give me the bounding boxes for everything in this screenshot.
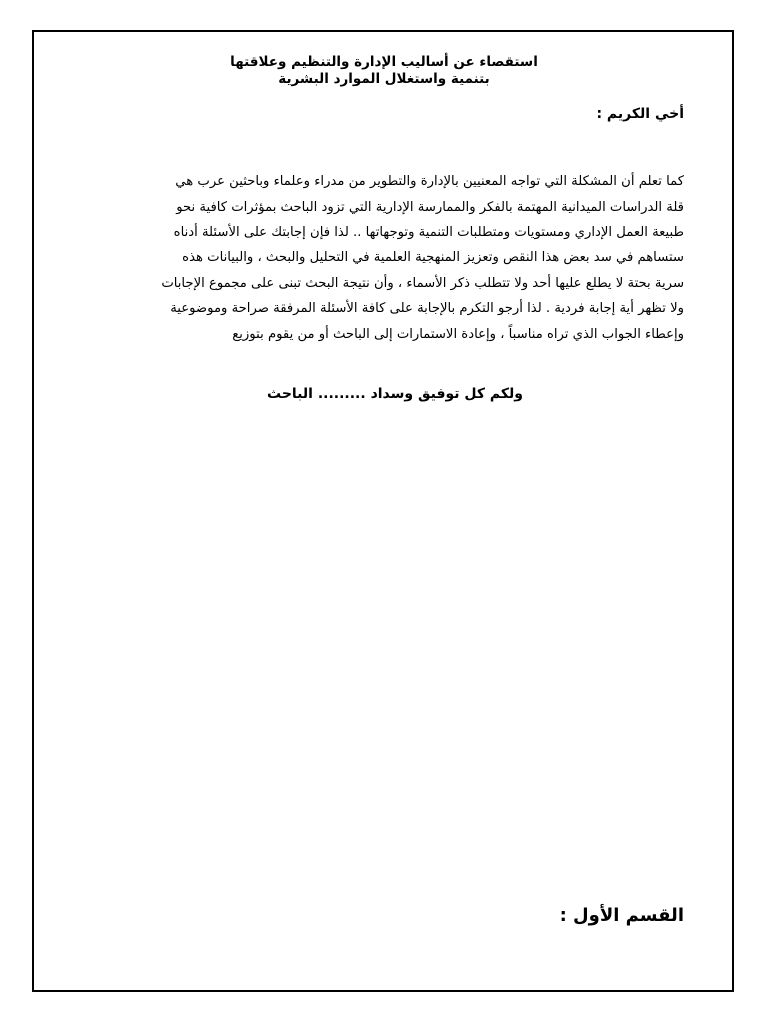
body-paragraph-line: كما تعلم أن المشكلة التي تواجه المعنيين بالإدارة والتطوير من مدراء وعلماء وباحثين عرب هي [175, 174, 684, 189]
document-title-line-1: استقصاء عن أساليب الإدارة والتنظيم وعلاقتها [230, 54, 538, 70]
body-paragraph-line: ستساهم في سد بعض هذا النقص وتعزيز المنهجية العلمية في التحليل والبحث ، والبيانات هذه [182, 250, 684, 265]
body-paragraph-line: سرية بحتة لا يطلع عليها أحد ولا تتطلب ذكر الأسماء ، وأن نتيجة البحث تبنى على مجموع الإجابات [161, 276, 684, 291]
closing-signature: ولكم كل توفيق وسداد ......... الباحث [267, 386, 523, 402]
document-title-line-2: بتنمية واستغلال الموارد البشرية [278, 71, 490, 87]
greeting: أخي الكريم : [596, 106, 684, 122]
body-paragraph-line: ولا تظهر أية إجابة فردية . لذا أرجو التكرم بالإجابة على كافة الأسئلة المرفقة صراحة وموضوعية [170, 301, 684, 316]
body-paragraph-line: وإعطاء الجواب الذي تراه مناسباً ، وإعادة الاستمارات إلى الباحث أو من يقوم بتوزيع [232, 327, 684, 342]
body-paragraph-line: طبيعة العمل الإداري ومستويات ومتطلبات التنمية وتوجهاتها .. لذا فإن إجابتك على الأسئلة أدناه [173, 225, 684, 240]
section-heading: القسم الأول : [559, 905, 684, 926]
body-paragraph-line: قلة الدراسات الميدانية المهتمة بالفكر والممارسة الإدارية التي تزود الباحث بمؤثرات كافية نحو [176, 200, 684, 215]
